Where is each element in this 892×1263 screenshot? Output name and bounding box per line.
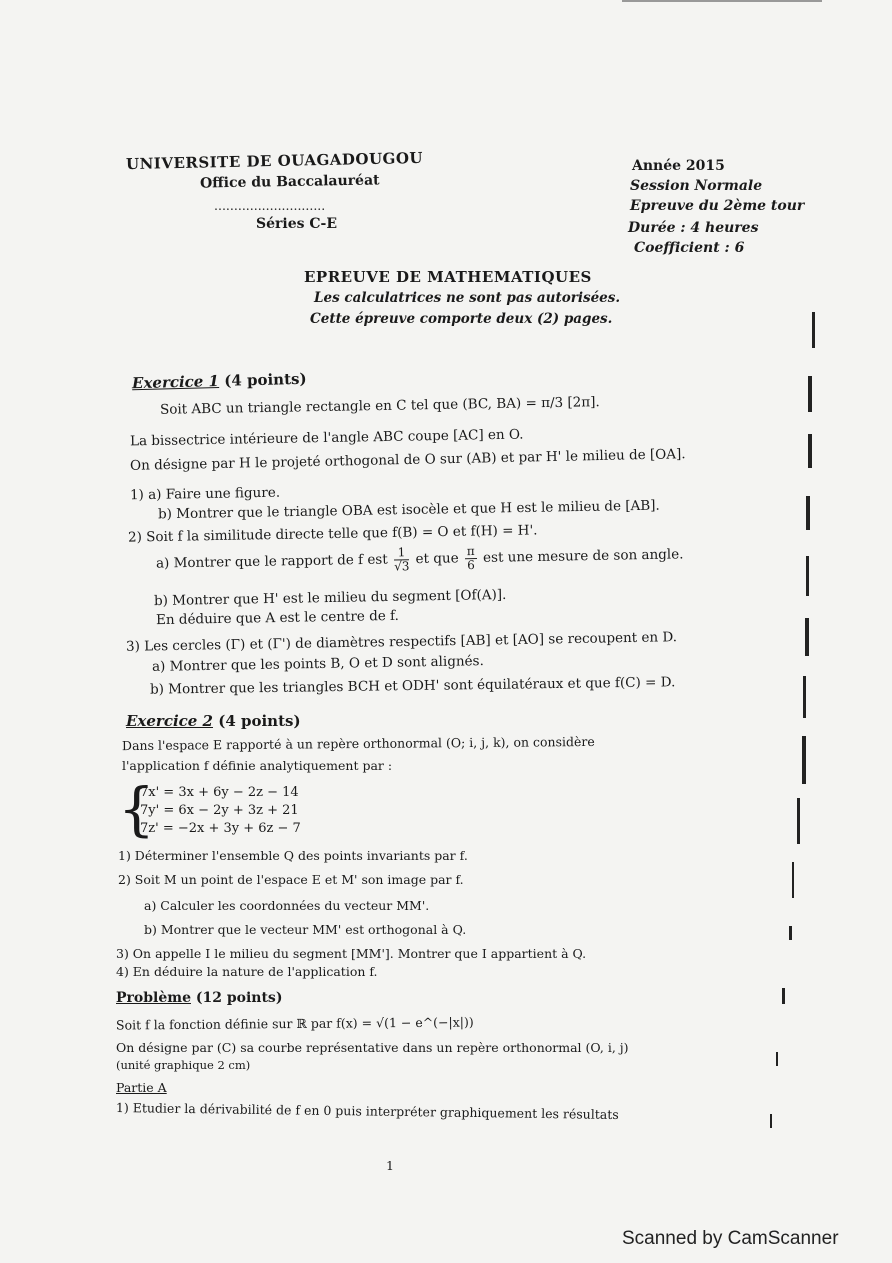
exercise1-q2b-deduce: En déduire que A est le centre de f. (155, 607, 400, 629)
exercise1-q1b: b) Montrer que le triangle OBA est isocèle et que H est le milieu de [AB]. (157, 497, 660, 523)
fraction-ratio-num: 1 (394, 546, 410, 560)
exercise1-q2: 2) Soit f la similitude directe telle que f(B) = O et f(H) = H'. (127, 522, 538, 546)
scan-edge-mark (802, 736, 806, 784)
exam-coefficient: Coefficient : 6 (634, 240, 745, 256)
exercise2-line1: Dans l'espace E rapporté à un repère orthonormal (O; i, j, k), on considère (121, 733, 595, 754)
probleme-unit: (unité graphique 2 cm) (116, 1058, 251, 1072)
fraction-ratio-den: √3 (394, 559, 410, 574)
probleme-points: (12 points) (195, 990, 283, 1006)
equation-system (140, 784, 301, 838)
q2a-mid: et que (415, 550, 459, 568)
exam-year: Année 2015 (632, 158, 725, 174)
exercise1-line1: La bissectrice intérieure de l'angle ABC coupe [AC] en O. (129, 426, 524, 450)
fraction-ratio (394, 546, 410, 573)
scan-edge-mark (803, 676, 806, 718)
exercise2-points: (4 points) (218, 712, 301, 730)
scan-edge-mark (805, 618, 809, 656)
equation-y: 7y' = 6x − 2y + 3z + 21 (140, 803, 299, 818)
scan-edge-mark (808, 376, 812, 412)
exercise1-intro: Soit ABC un triangle rectangle en C tel que (BC, BA) = π/3 [2π]. (159, 394, 600, 418)
office-name: Office du Baccalauréat (199, 172, 380, 192)
fraction-angle-num: π (465, 545, 477, 559)
partie-a-title: Partie A (116, 1080, 167, 1095)
scan-edge-mark (622, 0, 822, 2)
exercise2-q3: 3) On appelle I le milieu du segment [MM']. Montrer que I appartient à Q. (116, 946, 587, 961)
fraction-angle-den: 6 (467, 558, 475, 573)
probleme-heading (116, 990, 282, 1006)
exam-round: Epreuve du 2ème tour (630, 198, 805, 214)
probleme-line1: Soit f la fonction définie sur ℝ par f(x) = √(1 − e^(−|x|)) (115, 1014, 474, 1033)
probleme-line2: On désigne par (C) sa courbe représentative dans un repère orthonormal (O, i, j) (116, 1040, 629, 1055)
scan-edge-mark (789, 926, 792, 940)
exercise2-q2b: b) Montrer que le vecteur MM' est orthogonal à Q. (144, 922, 467, 937)
exercise1-q3: 3) Les cercles (Γ) et (Γ') de diamètres respectifs [AB] et [AO] se recoupent en D. (125, 629, 678, 655)
exercise2-title: Exercice 2 (126, 712, 213, 730)
exercise1-line2: On désigne par H le projeté orthogonal de O sur (AB) et par H' le milieu de [OA]. (129, 446, 686, 474)
exercise2-heading (126, 712, 301, 730)
exercise1-q1a: 1) a) Faire une figure. (129, 484, 281, 504)
exercise1-q3b: b) Montrer que les triangles BCH et ODH' sont équilatéraux et que f(C) = D. (149, 674, 676, 698)
scan-edge-mark (806, 556, 809, 596)
exercise2-line2: l'application f définie analytiquement par : (122, 758, 393, 773)
equation-x: 7x' = 3x + 6y − 2z − 14 (140, 785, 299, 800)
university-name: UNIVERSITE DE OUAGADOUGOU (125, 148, 424, 174)
pages-notice: Cette épreuve comporte deux (2) pages. (310, 311, 613, 327)
probleme-title: Problème (116, 990, 191, 1006)
calculator-notice: Les calculatrices ne sont pas autorisées. (314, 290, 621, 306)
scan-edge-mark (797, 798, 800, 844)
dots-separator: ............................ (214, 198, 326, 213)
exam-session: Session Normale (630, 178, 763, 194)
scan-edge-mark (770, 1114, 772, 1128)
exam-title: EPREUVE DE MATHEMATIQUES (304, 268, 592, 286)
exercise2-q2a: a) Calculer les coordonnées du vecteur MM'. (144, 898, 430, 913)
exercise1-title: Exercice 1 (131, 372, 220, 393)
exercise1-q3a: a) Montrer que les points B, O et D sont alignés. (151, 653, 484, 675)
equation-z: 7z' = −2x + 3y + 6z − 7 (140, 821, 301, 836)
fraction-angle (465, 545, 477, 572)
exercise1-q2a (156, 541, 684, 577)
scan-edge-mark (812, 312, 815, 348)
q2a-post: est une mesure de son angle. (482, 546, 684, 566)
exercise2-q2: 2) Soit M un point de l'espace E et M' son image par f. (118, 872, 464, 887)
series-label: Séries C-E (256, 216, 337, 232)
exam-duration: Durée : 4 heures (628, 220, 759, 236)
exercise1-points: (4 points) (223, 369, 307, 390)
exercise1-q2b: b) Montrer que H' est le milieu du segment [Of(A)]. (153, 586, 507, 610)
page-number: 1 (386, 1158, 394, 1173)
scan-edge-mark (806, 496, 810, 530)
exercise2-q1: 1) Déterminer l'ensemble Q des points invariants par f. (118, 848, 468, 863)
system-brace: { (118, 775, 155, 843)
scan-edge-mark (782, 988, 785, 1004)
partie-a-q1: 1) Etudier la dérivabilité de f en 0 puis interpréter graphiquement les résultats (115, 1100, 619, 1123)
scanner-watermark: Scanned by CamScanner (622, 1228, 839, 1249)
exercise1-heading (132, 370, 307, 393)
scan-edge-mark (776, 1052, 778, 1066)
scan-edge-mark (808, 434, 812, 468)
exercise2-q4: 4) En déduire la nature de l'application f. (116, 964, 378, 979)
q2a-pre: a) Montrer que le rapport de f est (155, 551, 388, 572)
scan-edge-mark (792, 862, 794, 898)
